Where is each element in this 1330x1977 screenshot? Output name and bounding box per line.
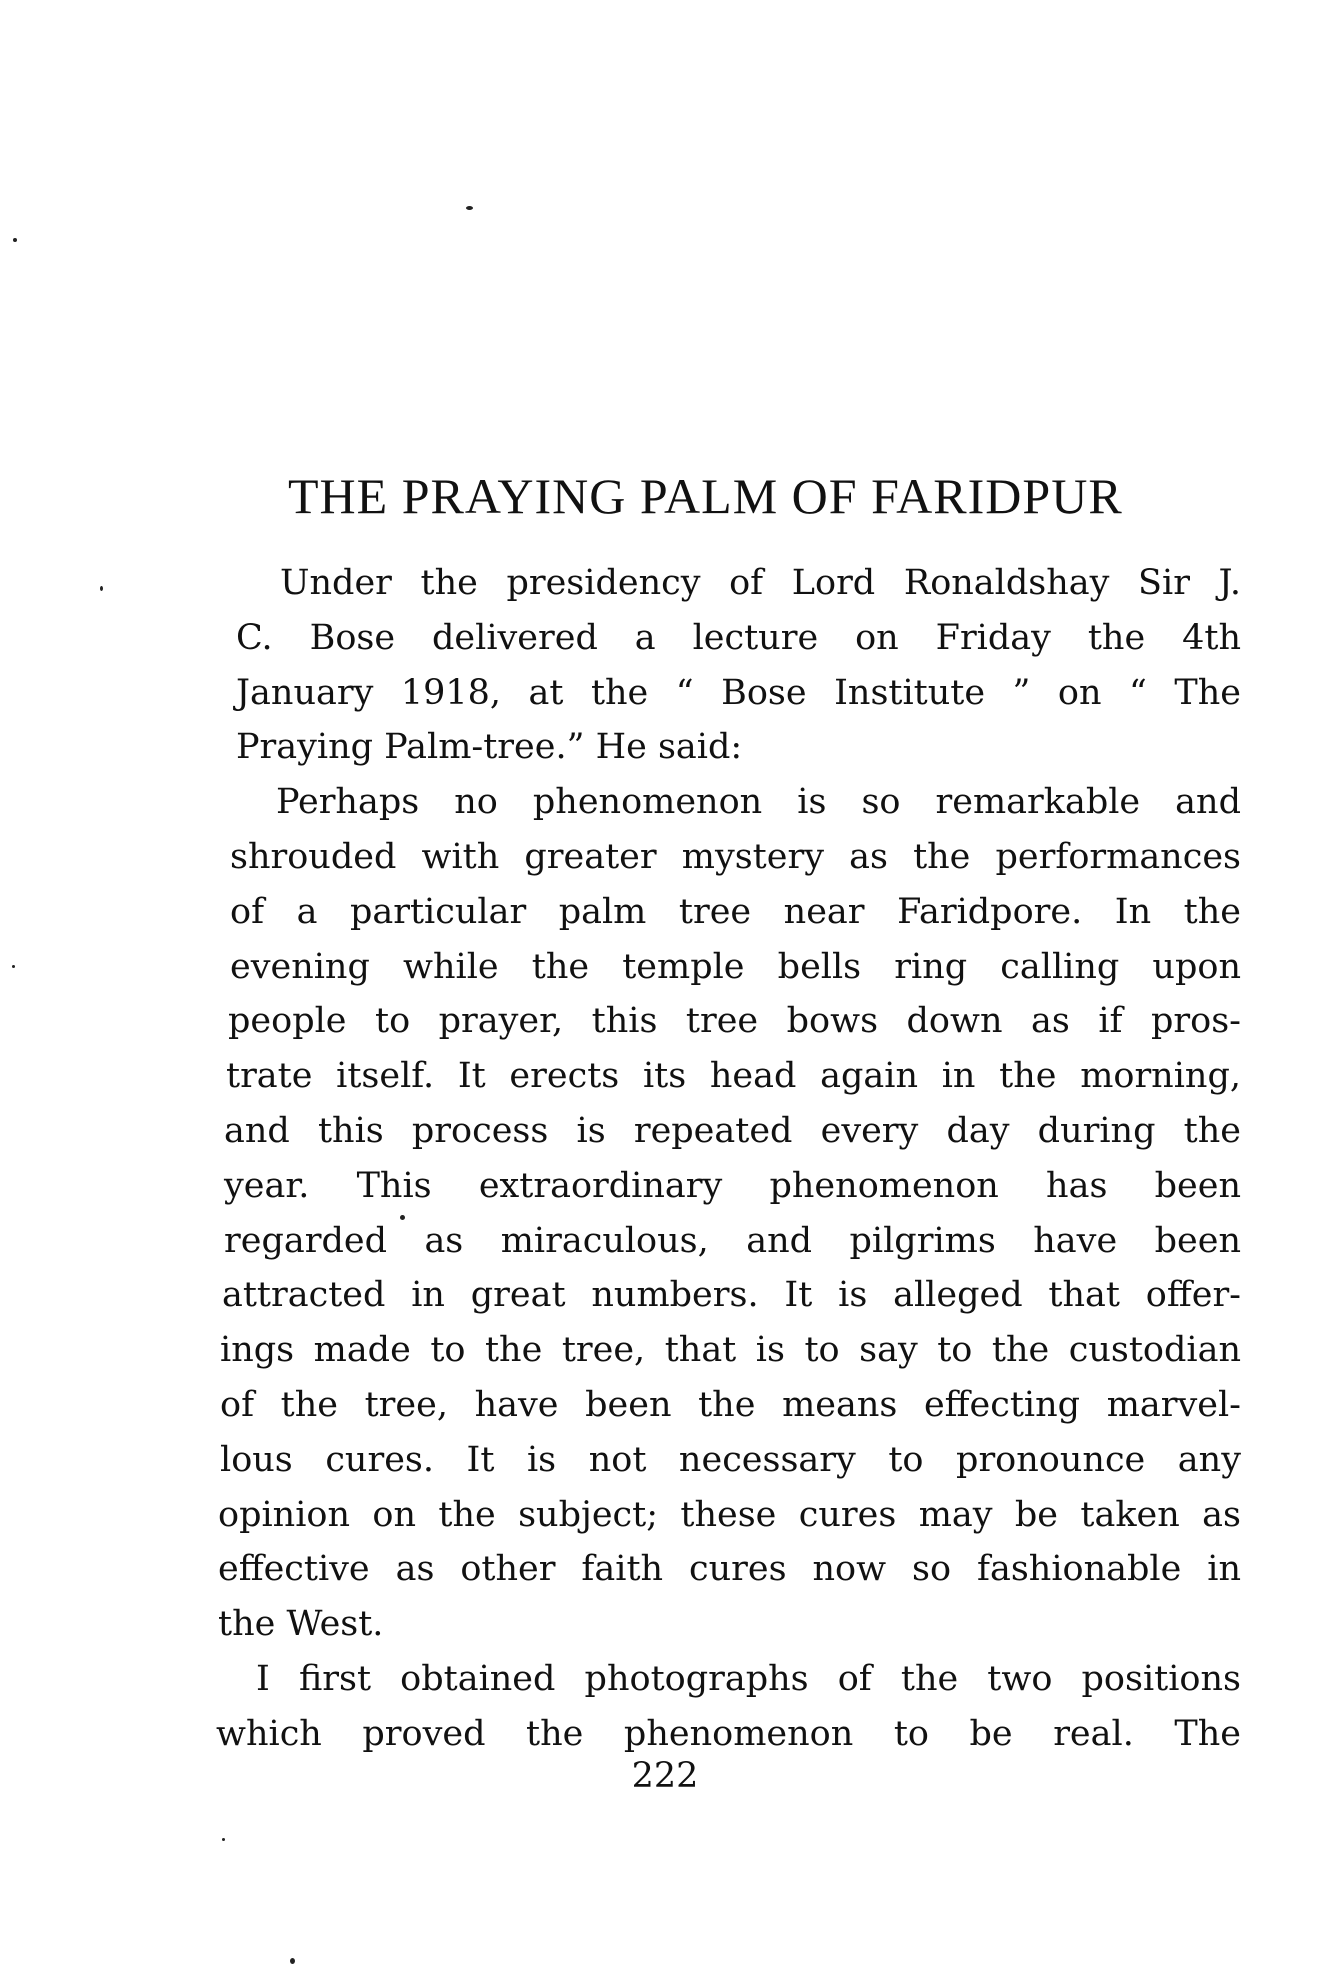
text-line: Praying Palm-tree.” He said: — [236, 727, 743, 768]
scan-speck — [12, 965, 15, 968]
body-text — [216, 556, 1241, 1762]
text-line: trate itself. It erects its head again in the morning, — [226, 1056, 1241, 1097]
text-line: attracted in great numbers. It is alleged that offer- — [222, 1275, 1241, 1316]
page-number: 222 — [631, 1756, 699, 1796]
text-line: ings made to the tree, that is to say to the custodian — [220, 1330, 1241, 1371]
text-line: opinion on the subject; these cures may be taken as — [218, 1494, 1241, 1535]
text-line: regarded as miraculous, and pilgrims have been — [224, 1220, 1241, 1261]
scan-speck — [222, 1838, 225, 1841]
chapter-title: THE PRAYING PALM OF FARIDPUR — [288, 468, 1123, 524]
text-line: of a particular palm tree near Faridpore. In the — [230, 891, 1241, 932]
paragraph-1 — [216, 556, 1241, 775]
text-line: year. This extraordinary phenomenon has been — [224, 1165, 1241, 1206]
text-line: the West. — [218, 1604, 384, 1645]
text-line: C. Bose delivered a lecture on Friday the 4th — [236, 617, 1241, 658]
text-line: people to prayer, this tree bows down as if pros- — [228, 1001, 1241, 1042]
scan-speck — [290, 1958, 295, 1964]
text-line: evening while the temple bells ring calling upon — [230, 946, 1241, 987]
text-line: of the tree, have been the means effecting marvel- — [220, 1384, 1241, 1425]
text-line: I first obtained photographs of the two positions — [256, 1658, 1241, 1699]
paragraph-2 — [216, 775, 1241, 1652]
scan-speck — [100, 586, 103, 591]
scan-speck — [13, 238, 17, 242]
text-line: Under the presidency of Lord Ronaldshay Sir J. — [280, 563, 1241, 603]
text-line: lous cures. It is not necessary to pronounce any — [220, 1439, 1241, 1480]
paragraph-3 — [216, 1652, 1241, 1762]
text-line: Perhaps no phenomenon is so remarkable and — [276, 782, 1241, 823]
text-line: shrouded with greater mystery as the performances — [230, 836, 1241, 877]
text-line: January 1918, at the “ Bose Institute ” on “ The — [236, 672, 1241, 713]
text-line: and this process is repeated every day during the — [224, 1110, 1241, 1151]
scan-speck — [466, 206, 473, 210]
text-line: effective as other faith cures now so fashionable in — [218, 1549, 1241, 1590]
text-line: which proved the phenomenon to be real. The — [216, 1713, 1241, 1754]
